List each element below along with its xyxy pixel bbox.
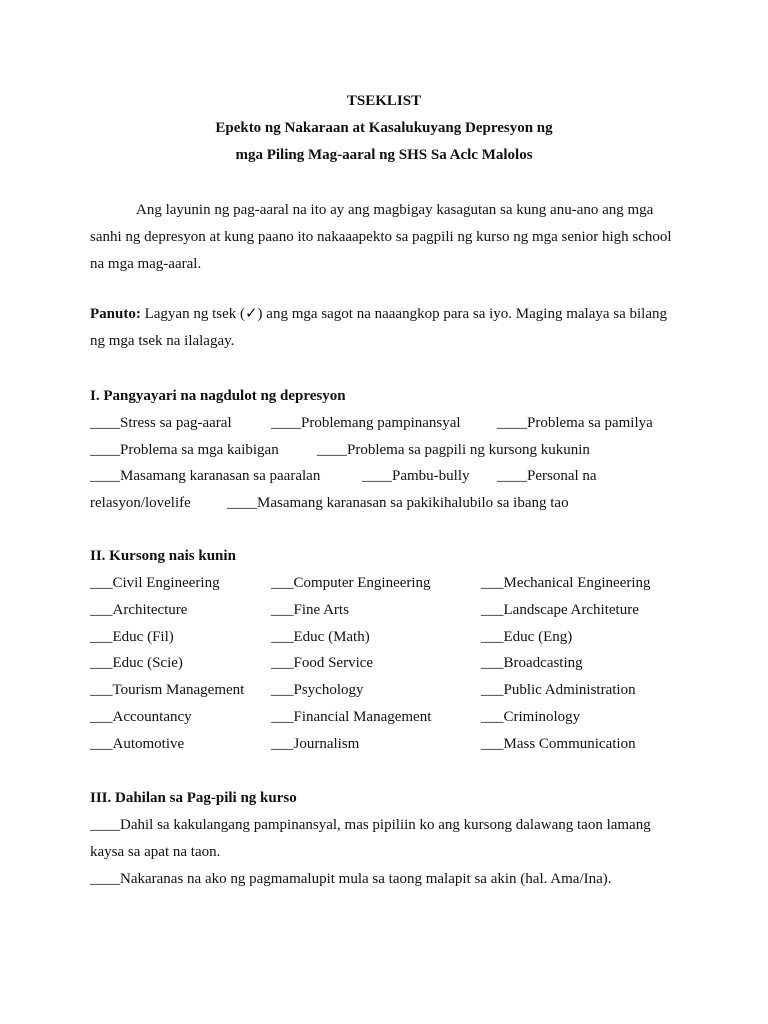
checklist-item-continuation: relasyon/lovelife [90, 495, 191, 511]
checklist-item[interactable]: ____Masamang karanasan sa paaralan [90, 468, 321, 484]
course-option[interactable]: ___Civil Engineering [90, 575, 220, 591]
course-option[interactable]: ___Psychology [271, 682, 364, 699]
instructions-paragraph [90, 301, 690, 355]
course-options-grid [90, 573, 690, 761]
course-option[interactable]: ___Criminology [481, 708, 581, 725]
course-option[interactable]: ___Educ (Math) [271, 628, 370, 645]
course-row [90, 573, 690, 600]
course-option[interactable]: ___Public Administration [481, 682, 636, 699]
course-option[interactable]: ___Automotive [90, 735, 185, 752]
intro-line-1: Ang layunin ng pag-aaral na ito ay ang magbigay kasagutan sa kung anu-ano ang mga [136, 202, 654, 218]
course-option[interactable]: ___Broadcasting [481, 655, 583, 672]
title-line-1: TSEKLIST [346, 93, 422, 109]
course-row [90, 707, 690, 734]
course-row [90, 653, 690, 680]
course-option[interactable]: ___Food Service [271, 655, 374, 672]
course-option[interactable]: ___Fine Arts [271, 601, 349, 618]
title-line-3: mga Piling Mag-aaral ng SHS Sa Aclc Malolos [235, 147, 533, 163]
course-option[interactable]: ___Educ (Scie) [90, 655, 183, 672]
course-option[interactable]: ___Educ (Fil) [90, 628, 174, 645]
section-2-heading: II. Kursong nais kunin [90, 548, 236, 564]
checklist-item[interactable]: ____Problema sa pamilya [497, 415, 653, 431]
checklist-item[interactable]: ____Stress sa pag-aaral [90, 415, 232, 431]
checklist-item[interactable]: ____Problema sa pagpili ng kursong kukunin [317, 442, 590, 458]
instructions-label: Panuto: [90, 306, 141, 322]
reason-item[interactable]: ____Nakaranas na ako ng pagmamalupit mula sa taong malapit sa akin (hal. Ama/Ina). [90, 871, 612, 887]
course-option[interactable]: ___Journalism [271, 735, 360, 752]
course-row [90, 600, 690, 627]
course-option[interactable]: ___Architecture [90, 601, 188, 618]
document-title [0, 91, 768, 172]
course-option[interactable]: ___Landscape Architeture [481, 601, 639, 618]
intro-line-2: sanhi ng depresyon at kung paano ito nakaaapekto sa pagpili ng kurso ng mga senior high school [90, 229, 672, 245]
course-option[interactable]: ___Mass Communication [481, 735, 636, 752]
section-1-heading: I. Pangyayari na nagdulot ng depresyon [90, 388, 346, 404]
checklist-item[interactable]: ____Problema sa mga kaibigan [90, 442, 279, 458]
intro-line-3: na mga mag-aaral. [90, 256, 202, 272]
checklist-item[interactable]: ____Pambu-bully [362, 468, 470, 484]
instructions-line-1 [90, 301, 690, 328]
instructions-line-2: ng mga tsek na ilalagay. [90, 333, 235, 349]
intro-paragraph [90, 197, 690, 278]
checklist-item[interactable]: ____Masamang karanasan sa pakikihalubilo sa ibang tao [227, 495, 569, 511]
section-3-heading: III. Dahilan sa Pag-pili ng kurso [90, 790, 297, 806]
checklist-item[interactable]: ____Problemang pampinansyal [271, 415, 461, 431]
title-line-2: Epekto ng Nakaraan at Kasalukuyang Depresyon ng [215, 120, 553, 136]
course-row [90, 734, 690, 761]
reason-item-continuation: kaysa sa apat na taon. [90, 844, 221, 860]
course-option[interactable]: ___Educ (Eng) [481, 628, 573, 645]
course-option[interactable]: ___Mechanical Engineering [481, 575, 651, 591]
course-option[interactable]: ___Accountancy [90, 708, 192, 725]
checklist-item[interactable]: ____Personal na [497, 468, 597, 484]
course-option[interactable]: ___Computer Engineering [271, 575, 431, 591]
course-option[interactable]: ___Financial Management [271, 708, 432, 725]
course-row [90, 680, 690, 707]
course-option[interactable]: ___Tourism Management [90, 682, 245, 699]
reason-item[interactable]: ____Dahil sa kakulangang pampinansyal, mas pipiliin ko ang kursong dalawang taon lamang [90, 817, 651, 833]
instructions-text: Lagyan ng tsek (✓) ang mga sagot na naaangkop para sa iyo. Maging malaya sa bilang [140, 306, 668, 322]
course-row [90, 627, 690, 654]
